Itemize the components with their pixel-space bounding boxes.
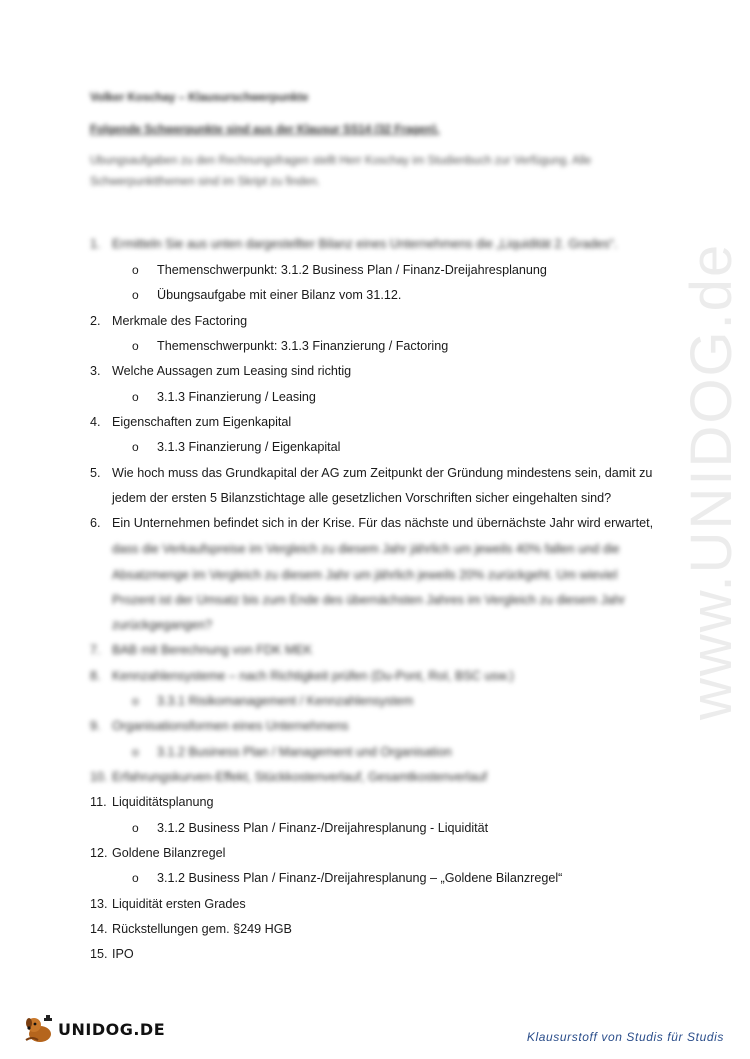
list-item: 6. Ein Unternehmen befindet sich in der Krise. Für das nächste und übernächste Jahr wird erwartet, [90,516,654,530]
list-item: 4. Eigenschaften zum Eigenkapital [90,415,292,429]
list-item-continuation: Prozent ist der Umsatz bis zum Ende des übernächsten Jahres im Vergleich zu diesem Jahr [112,593,626,607]
list-item: 7. BAB mit Berechnung von FDK MEK [90,643,313,657]
intro-line-1: Übungsaufgaben zu den Rechnungsfragen stellt Herr Koschay im Studienbuch zur Verfügung. Alle [90,155,592,167]
list-item: 12. Goldene Bilanzregel [90,846,226,860]
list-item-continuation: dass die Verkaufspreise im Vergleich zu diesem Jahr jährlich um jeweils 40% fallen und die [112,542,620,556]
dog-mascot-icon [22,1014,56,1044]
list-item: 2. Merkmale des Factoring [90,314,248,328]
list-subitem: o 3.1.2 Business Plan / Finanz-/Dreijahresplanung - Liquidität [132,821,489,835]
list-subitem: o 3.1.3 Finanzierung / Eigenkapital [132,440,341,454]
list-item: 10. Erfahrungskurven-Effekt, Stückkostenverlauf, Gesamtkostenverlauf [90,770,487,784]
doc-title: Volker Koschay – Klausurschwerpunkte [90,92,309,104]
watermark: www.UNIDOG.de [679,242,744,720]
list-item: 8. Kennzahlensysteme – nach Richtigkeit prüfen (Du-Pont, RoI, BSC usw.) [90,669,514,683]
list-item-continuation: Absatzmenge im Vergleich zu diesem Jahr um jährlich jeweils 20% zurückgeht. Um wieviel [112,568,618,582]
list-subitem: o 3.3.1 Risikomanagement / Kennzahlensystem [132,694,414,708]
list-subitem: o 3.1.2 Business Plan / Management und Organisation [132,745,452,759]
list-subitem: o Themenschwerpunkt: 3.1.3 Finanzierung / Factoring [132,339,449,353]
list-subitem: o 3.1.2 Business Plan / Finanz-/Dreijahresplanung – „Goldene Bilanzregel“ [132,871,563,885]
list-item: 1. Ermitteln Sie aus unten dargestellter Bilanz eines Unternehmens die „Liquidität 2. Grades“. [90,237,618,251]
list-item: 3. Welche Aussagen zum Leasing sind richtig [90,364,352,378]
list-item: 11. Liquiditätsplanung [90,795,214,809]
list-item: 9. Organisationsformen eines Unternehmens [90,719,349,733]
intro-line-2: Schwerpunktthemen sind im Skript zu finden. [90,176,321,188]
list-item: 14. Rückstellungen gem. §249 HGB [90,922,292,936]
footer-tagline: Klausurstoff von Studis für Studis [526,1030,724,1044]
footer-logo[interactable] [22,1014,165,1044]
list-subitem: o 3.1.3 Finanzierung / Leasing [132,390,316,404]
list-item: 13. Liquidität ersten Grades [90,897,246,911]
list-item: 5. Wie hoch muss das Grundkapital der AG zum Zeitpunkt der Gründung mindestens sein, damit zu [90,466,653,480]
list-item-continuation: zurückgegangen? [112,618,213,632]
list-item-continuation: jedem der ersten 5 Bilanzstichtage alle gesetzlichen Vorschriften sicher eingehalten sind? [112,491,612,505]
list-item: 15. IPO [90,947,134,961]
list-subitem: o Übungsaufgabe mit einer Bilanz vom 31.12. [132,288,402,302]
doc-subtitle: Folgende Schwerpunkte sind aus der Klausur SS14 (32 Fragen). [90,124,440,136]
list-subitem: o Themenschwerpunkt: 3.1.2 Business Plan / Finanz-Dreijahresplanung [132,263,547,277]
logo-text: UNIDOG.DE [58,1019,166,1039]
